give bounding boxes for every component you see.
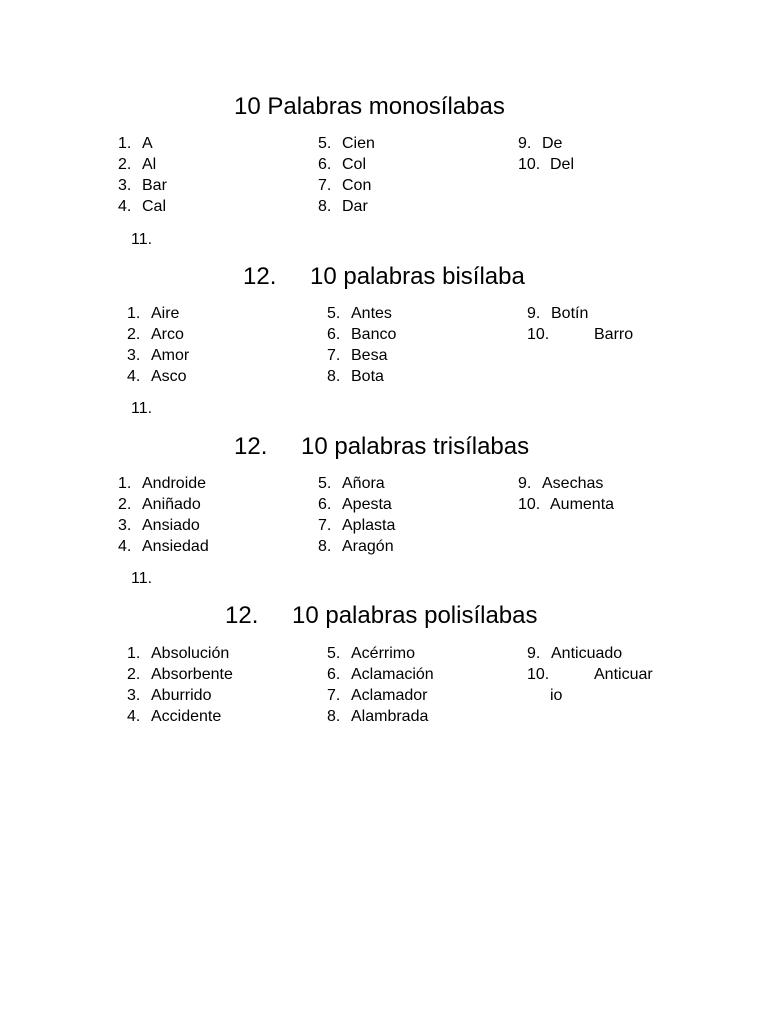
item-word: Del	[550, 156, 575, 173]
item-number: 2.	[118, 496, 132, 513]
item-word: Arco	[151, 326, 184, 343]
item-number: 3.	[118, 517, 132, 534]
item-word: Apesta	[342, 496, 392, 513]
list-item	[318, 154, 375, 175]
word-column	[127, 643, 233, 727]
heading-number: 12.	[225, 602, 259, 629]
list-item	[327, 643, 434, 664]
word-column	[318, 133, 375, 217]
item-number: 6.	[327, 666, 341, 683]
item-number: 4.	[118, 198, 132, 215]
word-column	[118, 473, 209, 557]
item-word: Alambrada	[351, 708, 429, 725]
item-number: 5.	[318, 475, 332, 492]
list-item	[127, 706, 233, 727]
word-column	[527, 643, 653, 706]
item-word: Aragón	[342, 538, 394, 555]
item-word: Absolución	[151, 645, 230, 662]
item-number: 6.	[318, 156, 332, 173]
list-item	[327, 303, 396, 324]
word-column	[327, 643, 434, 727]
item-number: 7.	[327, 687, 341, 704]
item-word: Añora	[342, 475, 385, 492]
item-number: 1.	[127, 305, 141, 322]
item-word: Anticuado	[551, 645, 623, 662]
item-number: 8.	[327, 368, 341, 385]
item-word: Aire	[151, 305, 180, 322]
list-item	[327, 324, 396, 345]
list-item	[127, 303, 189, 324]
list-item	[127, 685, 233, 706]
list-item	[527, 664, 653, 685]
item-word: Col	[342, 156, 367, 173]
item-word: Aburrido	[151, 687, 212, 704]
word-column	[518, 473, 614, 515]
list-item	[318, 473, 395, 494]
item-number: 8.	[327, 708, 341, 725]
item-number: 5.	[327, 305, 341, 322]
item-word: Dar	[342, 198, 368, 215]
list-item	[118, 175, 167, 196]
list-item	[318, 494, 395, 515]
item-number: 8.	[318, 198, 332, 215]
list-item	[118, 473, 209, 494]
list-item	[118, 133, 167, 154]
list-number-11: 11.	[131, 231, 153, 248]
heading-number: 12.	[234, 433, 268, 460]
heading-number: 12.	[243, 263, 277, 290]
heading-title: 10 palabras bisílaba	[310, 263, 525, 290]
item-number: 6.	[318, 496, 332, 513]
list-item	[118, 515, 209, 536]
word-column	[127, 303, 189, 387]
section-heading-trisilabas	[234, 433, 529, 461]
item-word: Androide	[142, 475, 207, 492]
item-word-wrap: io	[550, 687, 563, 704]
item-number: 7.	[327, 347, 341, 364]
item-word: Bota	[351, 368, 384, 385]
item-word: Aclamación	[351, 666, 434, 683]
item-number: 9.	[518, 135, 532, 152]
list-item	[318, 536, 395, 557]
list-item	[318, 133, 375, 154]
item-word: Aumenta	[550, 496, 615, 513]
item-word: Banco	[351, 326, 397, 343]
item-number: 3.	[127, 687, 141, 704]
list-item	[127, 345, 189, 366]
item-number: 4.	[118, 538, 132, 555]
item-word: Ansiado	[142, 517, 200, 534]
list-item	[127, 324, 189, 345]
item-number: 10.	[518, 496, 541, 513]
item-word: Aclamador	[351, 687, 428, 704]
section-heading-polisilabas	[225, 602, 538, 630]
item-word: Aniñado	[142, 496, 201, 513]
list-item	[127, 664, 233, 685]
word-column	[118, 133, 167, 217]
word-column	[518, 133, 574, 175]
item-word: Cien	[342, 135, 375, 152]
word-column	[327, 303, 396, 387]
word-column	[318, 473, 395, 557]
item-number: 2.	[118, 156, 132, 173]
list-item	[527, 324, 633, 345]
heading-title: 10 palabras polisílabas	[292, 602, 538, 629]
list-item	[327, 706, 434, 727]
item-word: Bar	[142, 177, 167, 194]
item-number: 9.	[518, 475, 532, 492]
item-number: 8.	[318, 538, 332, 555]
item-word: Barro	[594, 326, 634, 343]
item-number: 9.	[527, 305, 541, 322]
item-number: 7.	[318, 517, 332, 534]
list-item	[518, 154, 574, 175]
item-number: 1.	[118, 135, 132, 152]
list-item	[118, 154, 167, 175]
item-number: 10.	[527, 666, 550, 683]
item-word: Aplasta	[342, 517, 396, 534]
word-column	[527, 303, 633, 345]
item-number: 3.	[118, 177, 132, 194]
item-number: 5.	[318, 135, 332, 152]
item-number: 1.	[127, 645, 141, 662]
list-item	[527, 303, 633, 324]
item-word: Asco	[151, 368, 187, 385]
list-item	[118, 494, 209, 515]
item-word: Acérrimo	[351, 645, 416, 662]
item-word: Cal	[142, 198, 167, 215]
item-number: 9.	[527, 645, 541, 662]
section-heading-monosilabas	[234, 93, 505, 121]
list-number-11: 11.	[131, 400, 153, 417]
item-word: Antes	[351, 305, 392, 322]
item-number: 4.	[127, 368, 141, 385]
list-item	[327, 685, 434, 706]
item-number: 3.	[127, 347, 141, 364]
list-item	[327, 345, 396, 366]
item-word: Besa	[351, 347, 388, 364]
list-item	[118, 196, 167, 217]
list-item	[327, 664, 434, 685]
item-number: 6.	[327, 326, 341, 343]
item-word: Asechas	[542, 475, 604, 492]
list-item	[527, 643, 653, 664]
list-item	[518, 494, 614, 515]
list-number-11: 11.	[131, 570, 153, 587]
item-word: Amor	[151, 347, 190, 364]
heading-title: 10 Palabras monosílabas	[234, 93, 505, 120]
list-item	[118, 536, 209, 557]
item-number: 1.	[118, 475, 132, 492]
item-number: 2.	[127, 326, 141, 343]
item-word: Absorbente	[151, 666, 233, 683]
section-heading-bisilaba	[243, 263, 525, 291]
list-item	[318, 515, 395, 536]
item-number: 10.	[527, 326, 550, 343]
list-item	[518, 473, 614, 494]
list-item-wrap	[527, 685, 653, 706]
list-item	[127, 643, 233, 664]
item-word: De	[542, 135, 563, 152]
list-item	[318, 196, 375, 217]
item-number: 7.	[318, 177, 332, 194]
item-word: Accidente	[151, 708, 222, 725]
list-item	[318, 175, 375, 196]
item-number: 5.	[327, 645, 341, 662]
item-number: 10.	[518, 156, 541, 173]
item-word: Botín	[551, 305, 589, 322]
item-word: A	[142, 135, 153, 152]
item-number: 4.	[127, 708, 141, 725]
item-word: Con	[342, 177, 372, 194]
item-word: Al	[142, 156, 157, 173]
list-item	[127, 366, 189, 387]
list-item	[327, 366, 396, 387]
item-word: Anticuar	[594, 666, 653, 683]
item-word: Ansiedad	[142, 538, 209, 555]
list-item	[518, 133, 574, 154]
heading-title: 10 palabras trisílabas	[301, 433, 530, 460]
item-number: 2.	[127, 666, 141, 683]
